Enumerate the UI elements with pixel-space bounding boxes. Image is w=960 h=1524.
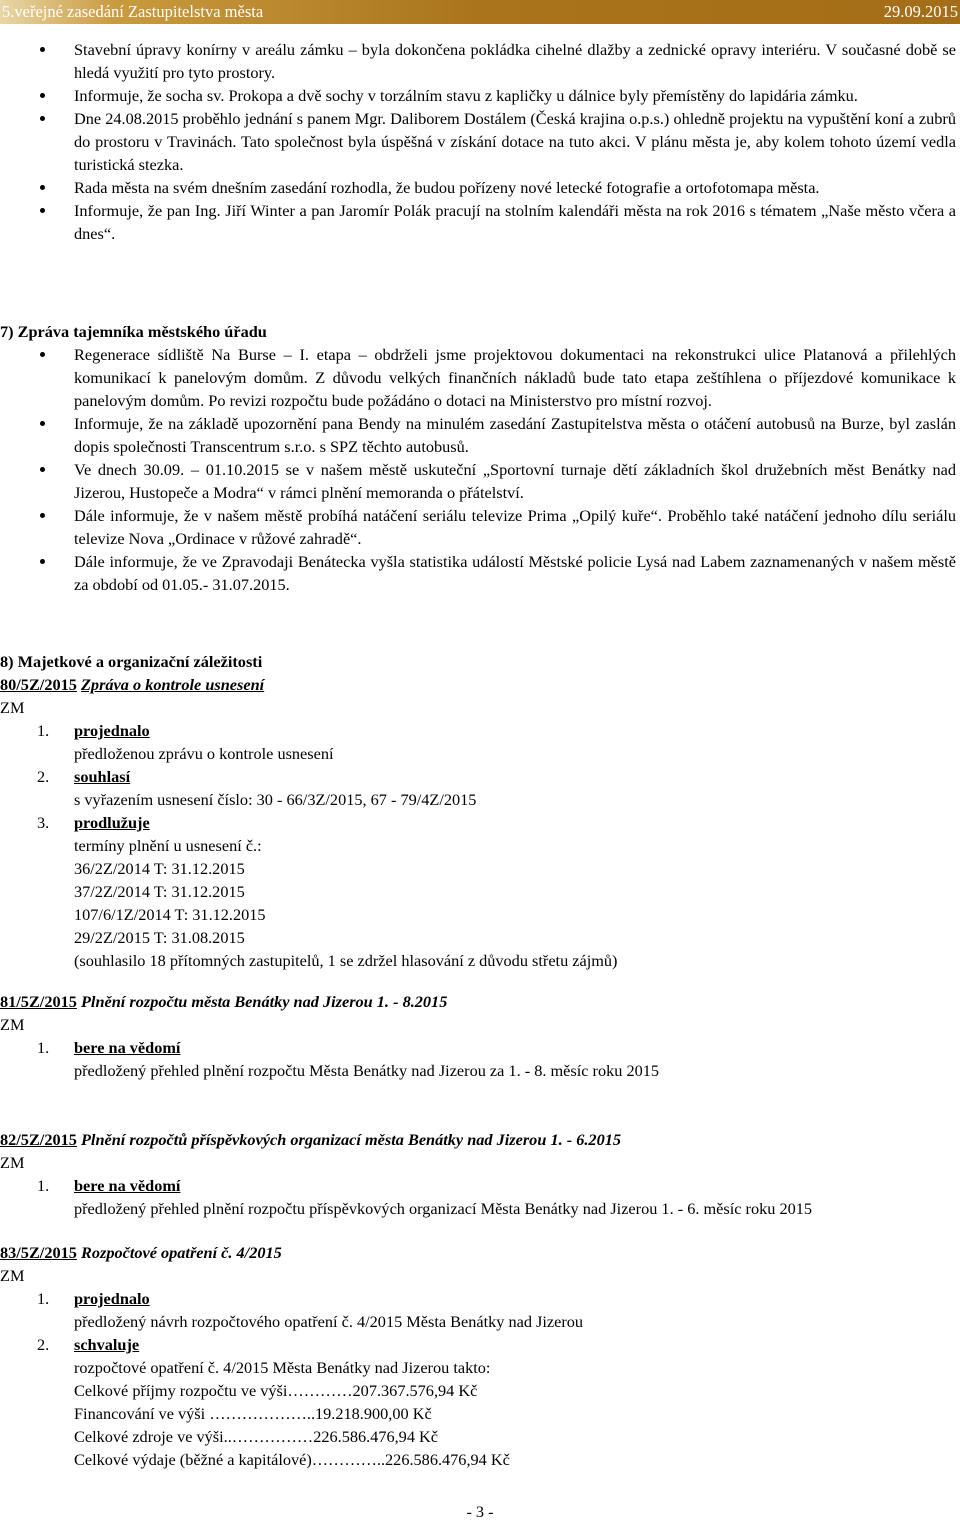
- bullet-item: Dne 24.08.2015 proběhlo jednání s panem Mgr. Daliborem Dostálem (Česká krajina o.p.s.) ohledně projektu na vypuštění koní a zubrů do prostoru v Travinách. Tato společnost byla úspěšná v získání dotace na tuto akci. V plánu města je, aby kolem tohoto území vedla turistická stezka.: [0, 107, 960, 176]
- deadline-item: 107/6/1Z/2014 T: 31.12.2015: [74, 905, 266, 924]
- section-8: [0, 650, 960, 972]
- bullet-item: Informuje, že pan Ing. Jiří Winter a pan Jaromír Polák pracují na stolním kalendáři města na rok 2016 s tématem „Naše město včera a dnes“.: [0, 199, 960, 245]
- point-text: předložený přehled plnění rozpočtu Města Benátky nad Jizerou za 1. - 8. měsíc roku 2015: [74, 1061, 660, 1080]
- top-bullet-list: [0, 38, 960, 245]
- point-text: termíny plnění u usnesení č.:: [74, 836, 262, 855]
- zm-label: ZM: [0, 1015, 25, 1034]
- bullet-item: Informuje, že na základě upozornění pana Bendy na minulém zasedání Zastupitelstva města o otáčení autobusů na Burze, byl zaslán dopis společnosti Transcentrum s.r.o. s SPZ těchto autobusů.: [0, 412, 960, 458]
- bullet-item: Dále informuje, že v našem městě probíhá natáčení seriálu televize Prima „Opilý kuře“. Proběhlo také natáčení jednoho dílu seriálu televize Nova „Ordinace v růžové zahradě“.: [0, 504, 960, 550]
- point-text: rozpočtové opatření č. 4/2015 Města Benátky nad Jizerou takto:: [74, 1358, 491, 1377]
- deadline-item: 36/2Z/2014 T: 31.12.2015: [74, 859, 245, 878]
- point-verb: projednalo: [74, 721, 150, 740]
- point-number: 1.: [37, 1289, 50, 1308]
- header-title: 5.veřejné zasedání Zastupitelstva města: [2, 2, 264, 21]
- section-7: [0, 320, 960, 596]
- page-number: - 3 -: [466, 1502, 494, 1521]
- resolution-point: [0, 1287, 960, 1310]
- zm-label: ZM: [0, 1266, 25, 1285]
- budget-line: Celkové výdaje (běžné a kapitálové)…………..226.586.476,94 Kč: [74, 1450, 510, 1469]
- resolution-83: [0, 1241, 960, 1471]
- bullet-item: Ve dnech 30.09. – 01.10.2015 se v našem městě uskuteční „Sportovní turnaje dětí základních škol družebních měst Benátky nad Jizerou, Hustopeče a Modra“ v rámci plnění memoranda o přátelství.: [0, 458, 960, 504]
- bullet-item: Regenerace sídliště Na Burse – I. etapa – obdrželi jsme projektovou dokumentaci na rekonstrukci ulice Platanová a přilehlých komunikací k panelovým domům. Z důvodu velkých finančních nákladů bude tato etapa zeštíhlena o příjezdové komunikace k panelovým domům. Po revizi rozpočtu bude požádáno o dotaci na Ministerstvo pro místní rozvoj.: [0, 343, 960, 412]
- vote-note: (souhlasilo 18 přítomných zastupitelů, 1 se zdržel hlasování z důvodu střetu zájmů): [74, 951, 618, 970]
- section-7-heading: 7) Zpráva tajemníka městského úřadu: [0, 322, 267, 341]
- resolution-id: 82/5Z/2015: [0, 1130, 77, 1149]
- point-text: předložený návrh rozpočtového opatření č. 4/2015 Města Benátky nad Jizerou: [74, 1312, 584, 1331]
- budget-line: Financování ve výši ………………..19.218.900,00 Kč: [74, 1404, 432, 1423]
- resolution-81-heading: [0, 990, 960, 1013]
- resolution-83-heading: [0, 1241, 960, 1264]
- resolution-id: 80/5Z/2015: [0, 675, 77, 694]
- resolution-title: Zpráva o kontrole usnesení: [80, 675, 265, 694]
- resolution-point: [0, 1036, 960, 1059]
- point-verb: prodlužuje: [74, 813, 150, 832]
- deadline-item: 37/2Z/2014 T: 31.12.2015: [74, 882, 245, 901]
- point-number: 2.: [37, 1335, 50, 1354]
- resolution-81: [0, 990, 960, 1082]
- zm-label: ZM: [0, 698, 25, 717]
- section-8-heading: 8) Majetkové a organizační záležitosti: [0, 652, 263, 671]
- point-verb: bere na vědomí: [74, 1038, 181, 1057]
- resolution-82-heading: [0, 1128, 960, 1151]
- resolution-point: [0, 1174, 960, 1197]
- point-number: 3.: [37, 813, 50, 832]
- resolution-title: Rozpočtové opatření č. 4/2015: [80, 1243, 282, 1262]
- resolution-82: [0, 1128, 960, 1220]
- point-verb: schvaluje: [74, 1335, 140, 1354]
- deadline-item: 29/2Z/2015 T: 31.08.2015: [74, 928, 245, 947]
- point-verb: bere na vědomí: [74, 1176, 181, 1195]
- point-text: předložený přehled plnění rozpočtu příspěvkových organizací Města Benátky nad Jizerou 1. - 6. měsíc roku 2015: [74, 1199, 813, 1218]
- point-number: 1.: [37, 1038, 50, 1057]
- point-text: s vyřazením usnesení číslo: 30 - 66/3Z/2015, 67 - 79/4Z/2015: [74, 790, 477, 809]
- point-number: 2.: [37, 767, 50, 786]
- resolution-title: Plnění rozpočtu města Benátky nad Jizerou 1. - 8.2015: [80, 992, 448, 1011]
- document-header: [0, 0, 960, 24]
- point-number: 1.: [37, 1176, 50, 1195]
- zm-label: ZM: [0, 1153, 25, 1172]
- budget-line: Celkové zdroje ve výši..……………226.586.476,94 Kč: [74, 1427, 439, 1446]
- resolution-id: 83/5Z/2015: [0, 1243, 77, 1262]
- resolution-id: 81/5Z/2015: [0, 992, 77, 1011]
- bullet-item: Informuje, že socha sv. Prokopa a dvě sochy v torzálním stavu z kapličky u dálnice byly přemístěny do lapidária zámku.: [0, 84, 960, 107]
- budget-line: Celkové příjmy rozpočtu ve výši…………207.367.576,94 Kč: [74, 1381, 478, 1400]
- point-verb: projednalo: [74, 1289, 150, 1308]
- resolution-point: [0, 765, 960, 788]
- resolution-point: [0, 719, 960, 742]
- point-number: 1.: [37, 721, 50, 740]
- bullet-item: Dále informuje, že ve Zpravodaji Benátecka vyšla statistika událostí Městské policie Lysá nad Labem zaznamenaných v našem městě za období od 01.05.- 31.07.2015.: [0, 550, 960, 596]
- point-text: předloženou zprávu o kontrole usnesení: [74, 744, 334, 763]
- header-date: 29.09.2015: [883, 2, 958, 21]
- resolution-title: Plnění rozpočtů příspěvkových organizací města Benátky nad Jizerou 1. - 6.2015: [80, 1130, 621, 1149]
- resolution-point: [0, 1333, 960, 1356]
- point-verb: souhlasí: [74, 767, 131, 786]
- bullet-item: Stavební úpravy konírny v areálu zámku – byla dokončena pokládka cihelné dlažby a zednické opravy interiéru. V současné době se hledá využití pro tyto prostory.: [0, 38, 960, 84]
- resolution-point: [0, 811, 960, 834]
- resolution-80-heading: [0, 673, 960, 696]
- bullet-item: Rada města na svém dnešním zasedání rozhodla, že budou pořízeny nové letecké fotografie a ortofotomapa města.: [0, 176, 960, 199]
